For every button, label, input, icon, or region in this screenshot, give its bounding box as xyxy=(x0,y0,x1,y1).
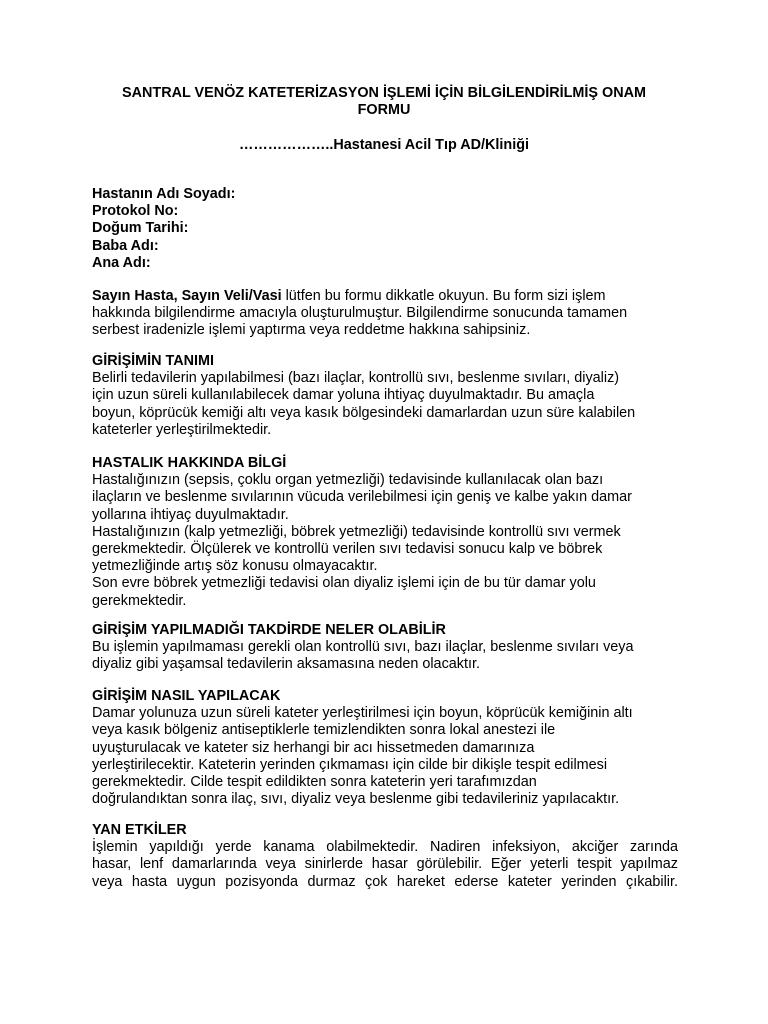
section-line: İşlemin yapıldığı yerde kanama olabilmektedir. Nadiren infeksiyon, akciğer zarında xyxy=(92,839,678,856)
section-line: kateterler yerleştirilmektedir. xyxy=(92,421,272,438)
section-line: gerekmektedir. Ölçülerek ve kontrollü verilen sıvı tedavisi sonucu kalp ve böbrek xyxy=(92,541,603,558)
section-line: için uzun süreli kullanılabilecek damar yoluna ihtiyaç duyulmaktadır. Bu amaçla xyxy=(92,387,595,404)
section-line: veya kasık bölgeniz antiseptiklerle temizlendikten sonra lokal anestezi ile xyxy=(92,722,556,739)
section-heading: GİRİŞİM NASIL YAPILACAK xyxy=(92,688,281,704)
document-title xyxy=(80,85,688,119)
section-line: boyun, köprücük kemiği altı veya kasık bölgesindeki damarlardan uzun süre kalabilen xyxy=(92,404,636,421)
section-line: Hastalığınızın (sepsis, çoklu organ yetmezliği) tedavisinde kullanılacak olan bazı xyxy=(92,472,604,489)
section-line: Bu işlemin yapılmaması gerekli olan kontrollü sıvı, bazı ilaçlar, beslenme sıvıları veya xyxy=(92,639,634,656)
section-line: veya hasta uygun pozisyonda durmaz çok hareket ederse kateter yerinden çıkabilir. xyxy=(92,873,678,890)
field-patient-name: Hastanın Adı Soyadı: xyxy=(92,186,236,202)
section-line: Belirli tedavilerin yapılabilmesi (bazı ilaçlar, kontrollü sıvı, beslenme sıvıları, diyaliz) xyxy=(92,370,620,387)
document-title-line-1: SANTRAL VENÖZ KATETERİZASYON İŞLEMİ İÇİN BİLGİLENDİRİLMİŞ ONAM xyxy=(122,85,646,101)
section-disease-info xyxy=(92,455,682,610)
field-protocol-no: Protokol No: xyxy=(92,203,179,220)
intro-line-3: serbest iradenizle işlemi yaptırma veya reddetme hakkına sahipsiniz. xyxy=(92,322,531,339)
section-line: hasar, lenf damarlarında veya sinirlerde hasar görülebilir. Eğer yeterli tespit yapılmaz xyxy=(92,856,678,873)
section-if-not-performed xyxy=(92,622,682,674)
intro-line-1-rest: lütfen bu formu dikkatle okuyun. Bu form sizi işlem xyxy=(281,288,606,304)
document-title-line-2: FORMU xyxy=(357,102,411,118)
section-line: ilaçların ve beslenme sıvılarının vücuda verilebilmesi için geniş ve kalbe yakın damar xyxy=(92,489,632,506)
section-line: doğrulandıktan sonra ilaç, sıvı, diyaliz veya beslenme gibi tedavileriniz yapılacaktır. xyxy=(92,791,620,808)
section-line: yerleştirilecektir. Kateterin yerinden çıkmaması için cilde bir dikişle tespit edilmesi xyxy=(92,756,608,773)
section-line: diyaliz gibi yaşamsal tedavilerin aksamasına neden olacaktır. xyxy=(92,656,480,673)
section-procedure-definition xyxy=(92,353,682,439)
section-line: yetmezliğinde artış söz konusu olmayacaktır. xyxy=(92,558,378,575)
intro-paragraph xyxy=(92,288,682,340)
intro-line-2: hakkında bilgilendirme amacıyla oluşturulmuştur. Bilgilendirme sonucunda tamamen xyxy=(92,305,628,322)
section-line: Son evre böbrek yetmezliği tedavisi olan diyaliz işlemi için de bu tür damar yolu xyxy=(92,575,596,592)
field-birth-date: Doğum Tarihi: xyxy=(92,220,189,237)
field-father-name: Baba Adı: xyxy=(92,237,159,254)
section-line: gerekmektedir. xyxy=(92,592,187,609)
section-heading: YAN ETKİLER xyxy=(92,822,187,838)
section-side-effects xyxy=(92,822,678,891)
section-line: Damar yolunuza uzun süreli kateter yerleştirilmesi için boyun, köprücük kemiğinin altı xyxy=(92,705,633,722)
section-line: gerekmektedir. Cilde tespit edildikten sonra kateterin yeri tarafımızdan xyxy=(92,774,537,791)
section-heading: GİRİŞİMİN TANIMI xyxy=(92,353,215,369)
intro-bold-lead: Sayın Hasta, Sayın Veli/Vasi xyxy=(92,288,282,304)
patient-info-fields xyxy=(92,186,692,272)
section-heading: HASTALIK HAKKINDA BİLGİ xyxy=(92,455,287,471)
hospital-department-line: ………………..Hastanesi Acil Tıp AD/Kliniği xyxy=(239,137,529,153)
section-line: Hastalığınızın (kalp yetmezliği, böbrek yetmezliği) tedavisinde kontrollü sıvı vermek xyxy=(92,523,621,540)
section-line: uyuşturulacak ve kateter siz herhangi bir acı hissetmeden damarınıza xyxy=(92,739,535,756)
section-how-performed xyxy=(92,688,682,808)
section-line: yollarına ihtiyaç duyulmaktadır. xyxy=(92,506,289,523)
intro-line-1 xyxy=(92,288,682,305)
field-mother-name: Ana Adı: xyxy=(92,254,151,271)
section-heading: GİRİŞİM YAPILMADIĞI TAKDİRDE NELER OLABİLİR xyxy=(92,622,446,638)
